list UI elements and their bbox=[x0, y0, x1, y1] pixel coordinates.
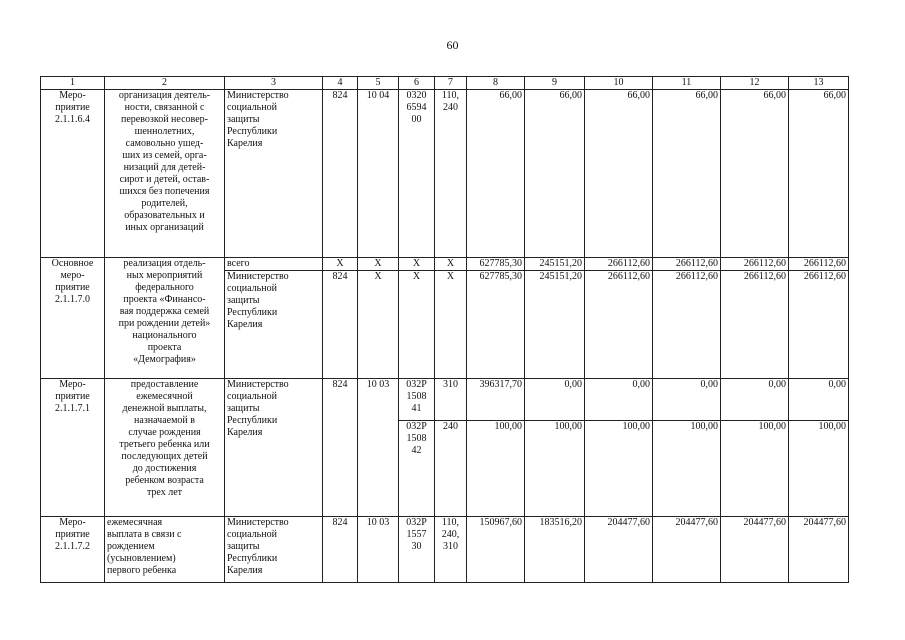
event-code: Меро- приятие 2.1.1.7.2 bbox=[41, 517, 105, 583]
executor: Министерство социальной защиты Республики Карелия bbox=[225, 271, 323, 379]
amount: 266112,60 bbox=[585, 258, 653, 271]
expense-type: X bbox=[435, 271, 467, 379]
header-cell: 8 bbox=[467, 77, 525, 90]
expense-type: 310 bbox=[435, 379, 467, 421]
target-article: 0320 6594 00 bbox=[399, 90, 435, 258]
amount: 396317,70 bbox=[467, 379, 525, 421]
header-row bbox=[41, 77, 849, 90]
event-code: Основное меро- приятие 2.1.1.7.0 bbox=[41, 258, 105, 379]
amount: 266112,60 bbox=[789, 271, 849, 379]
event-code: Меро- приятие 2.1.1.6.4 bbox=[41, 90, 105, 258]
target-article: X bbox=[399, 271, 435, 379]
amount: 100,00 bbox=[789, 421, 849, 517]
amount: 245151,20 bbox=[525, 271, 585, 379]
expense-type: X bbox=[435, 258, 467, 271]
amount: 66,00 bbox=[467, 90, 525, 258]
event-code: Меро- приятие 2.1.1.7.1 bbox=[41, 379, 105, 517]
amount: 0,00 bbox=[653, 379, 721, 421]
grbs-code: 824 bbox=[323, 379, 358, 517]
amount: 266112,60 bbox=[789, 258, 849, 271]
event-description: реализация отдель- ных мероприятий федерального проекта «Финансо- вая поддержка семей при рождении детей» национального проекта «Демография» bbox=[105, 258, 225, 379]
event-description: организация деятель- ности, связанной с перевозкой несовер- шеннолетних, самовольно ушед- ших из семей, орга- низаций для детей- сирот и детей, остав- шихся без попечения родителей, образовательных и иных организаций bbox=[105, 90, 225, 258]
target-article: 032Р 1557 30 bbox=[399, 517, 435, 583]
amount: 204477,60 bbox=[653, 517, 721, 583]
amount: 627785,30 bbox=[467, 258, 525, 271]
grbs-code: 824 bbox=[323, 517, 358, 583]
amount: 0,00 bbox=[525, 379, 585, 421]
header-cell: 7 bbox=[435, 77, 467, 90]
section-code: 10 03 bbox=[358, 517, 399, 583]
amount: 66,00 bbox=[789, 90, 849, 258]
amount: 266112,60 bbox=[653, 271, 721, 379]
amount: 66,00 bbox=[585, 90, 653, 258]
section-code: X bbox=[358, 258, 399, 271]
page-number: 60 bbox=[446, 38, 459, 52]
amount: 266112,60 bbox=[721, 258, 789, 271]
section-code: 10 04 bbox=[358, 90, 399, 258]
executor: всего bbox=[225, 258, 323, 271]
target-article: 032Р 1508 42 bbox=[399, 421, 435, 517]
section-code: 10 03 bbox=[358, 379, 399, 517]
amount: 66,00 bbox=[721, 90, 789, 258]
table-row bbox=[41, 90, 849, 258]
amount: 100,00 bbox=[721, 421, 789, 517]
header-cell: 5 bbox=[358, 77, 399, 90]
amount: 204477,60 bbox=[585, 517, 653, 583]
table-row bbox=[41, 517, 849, 583]
header-cell: 2 bbox=[105, 77, 225, 90]
amount: 266112,60 bbox=[721, 271, 789, 379]
amount: 100,00 bbox=[653, 421, 721, 517]
header-cell: 11 bbox=[653, 77, 721, 90]
amount: 100,00 bbox=[467, 421, 525, 517]
header-cell: 6 bbox=[399, 77, 435, 90]
event-description: предоставление ежемесячной денежной выплаты, назначаемой в случае рождения третьего ребенка или последующих детей до достижения ребенком возраста трех лет bbox=[105, 379, 225, 517]
amount: 100,00 bbox=[585, 421, 653, 517]
amount: 204477,60 bbox=[789, 517, 849, 583]
target-article: X bbox=[399, 258, 435, 271]
header-cell: 1 bbox=[41, 77, 105, 90]
header-cell: 10 bbox=[585, 77, 653, 90]
amount: 245151,20 bbox=[525, 258, 585, 271]
amount: 100,00 bbox=[525, 421, 585, 517]
amount: 183516,20 bbox=[525, 517, 585, 583]
grbs-code: 824 bbox=[323, 90, 358, 258]
grbs-code: 824 bbox=[323, 271, 358, 379]
amount: 627785,30 bbox=[467, 271, 525, 379]
amount: 266112,60 bbox=[653, 258, 721, 271]
expense-type: 110, 240 bbox=[435, 90, 467, 258]
amount: 66,00 bbox=[525, 90, 585, 258]
amount: 204477,60 bbox=[721, 517, 789, 583]
amount: 0,00 bbox=[585, 379, 653, 421]
header-cell: 13 bbox=[789, 77, 849, 90]
header-cell: 12 bbox=[721, 77, 789, 90]
table-row bbox=[41, 379, 849, 421]
executor: Министерство социальной защиты Республики Карелия bbox=[225, 90, 323, 258]
header-cell: 4 bbox=[323, 77, 358, 90]
section-code: X bbox=[358, 271, 399, 379]
budget-table bbox=[40, 76, 849, 583]
grbs-code: X bbox=[323, 258, 358, 271]
expense-type: 240 bbox=[435, 421, 467, 517]
header-cell: 3 bbox=[225, 77, 323, 90]
amount: 66,00 bbox=[653, 90, 721, 258]
target-article: 032Р 1508 41 bbox=[399, 379, 435, 421]
executor: Министерство социальной защиты Республики Карелия bbox=[225, 517, 323, 583]
executor: Министерство социальной защиты Республики Карелия bbox=[225, 379, 323, 517]
amount: 0,00 bbox=[721, 379, 789, 421]
expense-type: 110, 240, 310 bbox=[435, 517, 467, 583]
amount: 150967,60 bbox=[467, 517, 525, 583]
header-cell: 9 bbox=[525, 77, 585, 90]
amount: 266112,60 bbox=[585, 271, 653, 379]
event-description: ежемесячная выплата в связи с рождением (усыновлением) первого ребенка bbox=[105, 517, 225, 583]
table-row bbox=[41, 258, 849, 271]
amount: 0,00 bbox=[789, 379, 849, 421]
